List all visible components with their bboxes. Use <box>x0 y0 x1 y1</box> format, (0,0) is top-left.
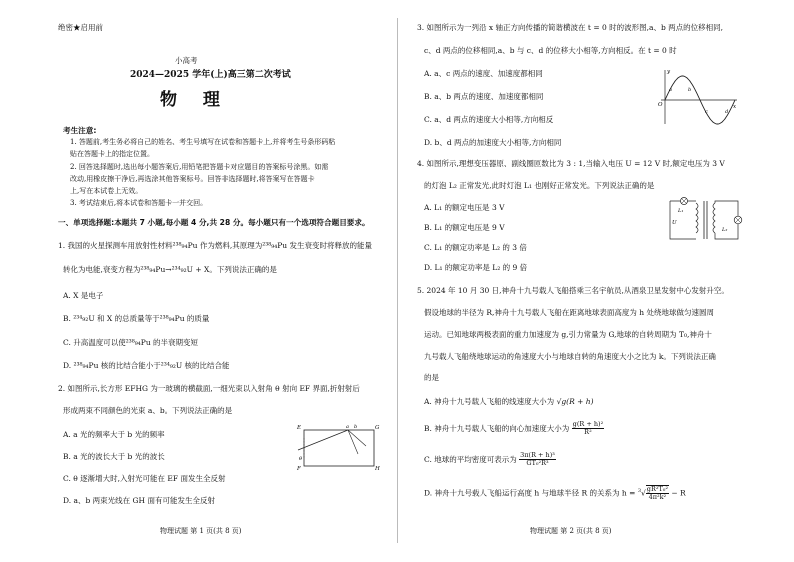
exam-title: 2024—2025 学年(上)高三第二次考试 <box>130 70 291 80</box>
transformer-figure <box>664 195 746 245</box>
secondary-coil <box>713 203 715 233</box>
label-x: x <box>733 104 737 110</box>
q1-option-b: B. ²³⁴₉₂U 和 X 的总质量等于²³⁸₉₄Pu 的质量 <box>63 314 210 323</box>
q4-option-c: C. L₁ 的额定功率是 L₂ 的 3 倍 <box>424 243 527 252</box>
label-h: H <box>375 466 380 472</box>
refracted-ray-b <box>348 430 358 454</box>
label-c: c <box>705 109 708 115</box>
label-b: b <box>354 424 358 430</box>
q3-option-a: A. a、c 两点的速度、加速度都相同 <box>424 69 543 78</box>
root-index: 3 <box>637 487 641 494</box>
q3-option-d: D. b、d 两点的加速度大小相等,方向相同 <box>424 138 562 147</box>
note-line: 3. 考试结束后,将本试卷和答题卡一并交回。 <box>70 199 208 207</box>
label-origin: O <box>658 102 663 108</box>
page-divider <box>397 18 398 543</box>
q5-option-b-text: B. 神舟十九号载人飞船的向心加速度大小为 <box>424 423 570 433</box>
note-line: 上,写在本试卷上无效。 <box>70 187 143 195</box>
label-theta: θ <box>299 456 303 462</box>
notes-heading: 考生注意: <box>63 126 97 135</box>
q5-stem-cont: 假设地球的半径为 R,神舟十九号载人飞船在距离地球表面高度为 h 处绕地球做匀速圆周 <box>424 308 715 317</box>
secret-label: 绝密★启用前 <box>58 23 103 32</box>
label-g: G <box>375 425 380 431</box>
q3-stem-cont: c、d 两点的位移相同,a、b 与 c、d 的位移大小相等,方向相反。在 t = 0 时 <box>424 46 677 55</box>
q5-option-a-text: A. 神舟十九号载人飞船的线速度大小为 <box>424 397 555 406</box>
q3-stem: 3. 如图所示为一列沿 x 轴正方向传播的简谐横波在 t = 0 时的波形图,a、b 两点的位移相同, <box>417 23 724 32</box>
q5-stem: 5. 2024 年 10 月 30 日,神舟十九号载人飞船搭乘三名宇航员,从酒泉卫星发射中心发射升空。 <box>417 286 729 295</box>
label-f: F <box>297 466 301 472</box>
incident-ray <box>298 430 348 450</box>
q1-option-d: D. ²³⁸₉₄Pu 核的比结合能小于²³⁴₉₂U 核的比结合能 <box>63 361 230 370</box>
fraction-numerator: 3π(R + h)³ <box>520 451 555 459</box>
subject-title: 物 理 <box>160 90 230 110</box>
label-y: y <box>667 69 671 75</box>
q5-option-c <box>424 452 556 468</box>
q5-option-d-fraction <box>646 485 669 502</box>
label-e: E <box>297 425 302 431</box>
refracted-ray-a <box>348 430 366 446</box>
q3-option-c: C. a、d 两点的速度大小相等,方向相反 <box>424 115 554 124</box>
label-a: a <box>669 87 672 93</box>
note-line: 贴在答题卡上的指定位置。 <box>70 150 154 158</box>
label-b: b <box>688 87 692 93</box>
fraction-numerator: g(R + h)² <box>572 420 604 428</box>
glass-rectangle <box>304 430 374 466</box>
section-heading: 一、单项选择题:本题共 7 小题,每小题 4 分,共 28 分。每小题只有一个选项符合题目要求。 <box>58 218 370 227</box>
q3-option-b: B. a、b 两点的速度、加速度都相同 <box>424 92 544 101</box>
label-l1: L₁ <box>678 208 684 214</box>
q5-option-c-text: C. 地球的平均密度可表示为 <box>424 454 517 464</box>
q2-stem: 2. 如图所示,长方形 EFHG 为一玻璃的横截面,一细光束以入射角 θ 射向 EF 界面,折射射后 <box>58 384 360 393</box>
label-l2: L₂ <box>722 227 728 233</box>
q4-stem: 4. 如图所示,理想变压器原、副线圈匝数比为 3 : 1,当输入电压 U = 12 V 时,额定电压为 3 V <box>417 159 725 168</box>
q5-option-d-text: D. 神舟十九号载人飞船运行高度 h 与地球半径 R 的关系为 h = <box>424 488 636 498</box>
q5-option-a-math: √g(R + h) <box>556 397 594 406</box>
q5-option-d <box>424 485 686 502</box>
exam-org: 小高考 <box>175 56 198 65</box>
primary-coil <box>696 203 698 233</box>
q4-option-d: D. L₁ 的额定功率是 L₂ 的 9 倍 <box>424 263 528 272</box>
q4-option-a: A. L₁ 的额定电压是 3 V <box>424 203 505 212</box>
q5-option-a <box>424 398 594 406</box>
fraction-denominator: GT₀²R³ <box>526 459 549 468</box>
footer-left: 物理试题 第 1 页(共 8 页) <box>160 527 242 535</box>
q2-option-d: D. a、b 两束光线在 GH 面有可能发生全反射 <box>63 496 215 505</box>
q1-option-a: A. X 是电子 <box>63 291 104 300</box>
fraction-denominator: R² <box>584 428 592 437</box>
q1-stem: 1. 我国的火星探测车用放射性材料²³⁸₉₄Pu 作为燃料,其原理为²³⁸₉₄Pu 发生衰变时将释放的能量 <box>58 241 373 250</box>
footer-right: 物理试题 第 2 页(共 8 页) <box>530 527 612 535</box>
q5-stem-cont: 九号载人飞船绕地球运动的角速度大小与地球自转的角速度大小之比为 k。下列说法正确 <box>424 352 716 361</box>
note-line: 2. 回答选择题时,选出每小题答案后,用铅笔把答题卡对应题目的答案标号涂黑。如需 <box>70 163 329 171</box>
q1-option-c: C. 升高温度可以使²³⁸₉₄Pu 的半衰期变短 <box>63 338 199 347</box>
wave-figure <box>655 66 739 128</box>
q2-option-c: C. θ 逐渐增大时,入射光可能在 EF 面发生全反射 <box>63 474 226 483</box>
q5-option-b-fraction <box>572 421 605 437</box>
root-sign-icon: √ <box>641 488 646 498</box>
note-line: 改动,用橡皮擦干净后,再选涂其他答案标号。回答非选择题时,将答案写在答题卡 <box>70 175 315 183</box>
q5-option-c-fraction <box>519 452 556 468</box>
q5-stem-cont: 的是 <box>424 373 439 382</box>
q5-stem-cont: 运动。已知地球两极表面的重力加速度为 g,引力常量为 G,地球的自转周期为 T₀,神舟十 <box>424 330 712 339</box>
label-a: a <box>346 424 349 430</box>
q5-option-d-tail: − R <box>671 488 686 498</box>
q1-stem-cont: 转化为电能,衰变方程为²³⁸₉₄Pu→²³⁴₉₂U + X。下列说法正确的是 <box>63 265 277 274</box>
note-line: 1. 答题前,考生务必将自己的姓名、考生号填写在试卷和答题卡上,并将考生号条形码粘 <box>70 138 336 146</box>
q2-stem-cont: 形成两束不同颜色的光束 a、b。下列说法正确的是 <box>63 406 233 415</box>
glass-block-figure <box>296 424 380 472</box>
label-d: d <box>725 109 729 115</box>
label-u: U <box>672 220 677 226</box>
fraction-denominator: 4π²k² <box>648 493 667 502</box>
fraction-numerator: gR²T₀² <box>646 485 668 493</box>
q2-option-b: B. a 光的波长大于 b 光的波长 <box>63 452 165 461</box>
q4-stem-cont: 的灯泡 L₂ 正常发光,此时灯泡 L₁ 也刚好正常发光。下列说法正确的是 <box>424 181 655 190</box>
q4-option-b: B. L₁ 的额定电压是 9 V <box>424 223 505 232</box>
q2-option-a: A. a 光的频率大于 b 光的频率 <box>63 430 165 439</box>
q5-option-b <box>424 421 604 437</box>
